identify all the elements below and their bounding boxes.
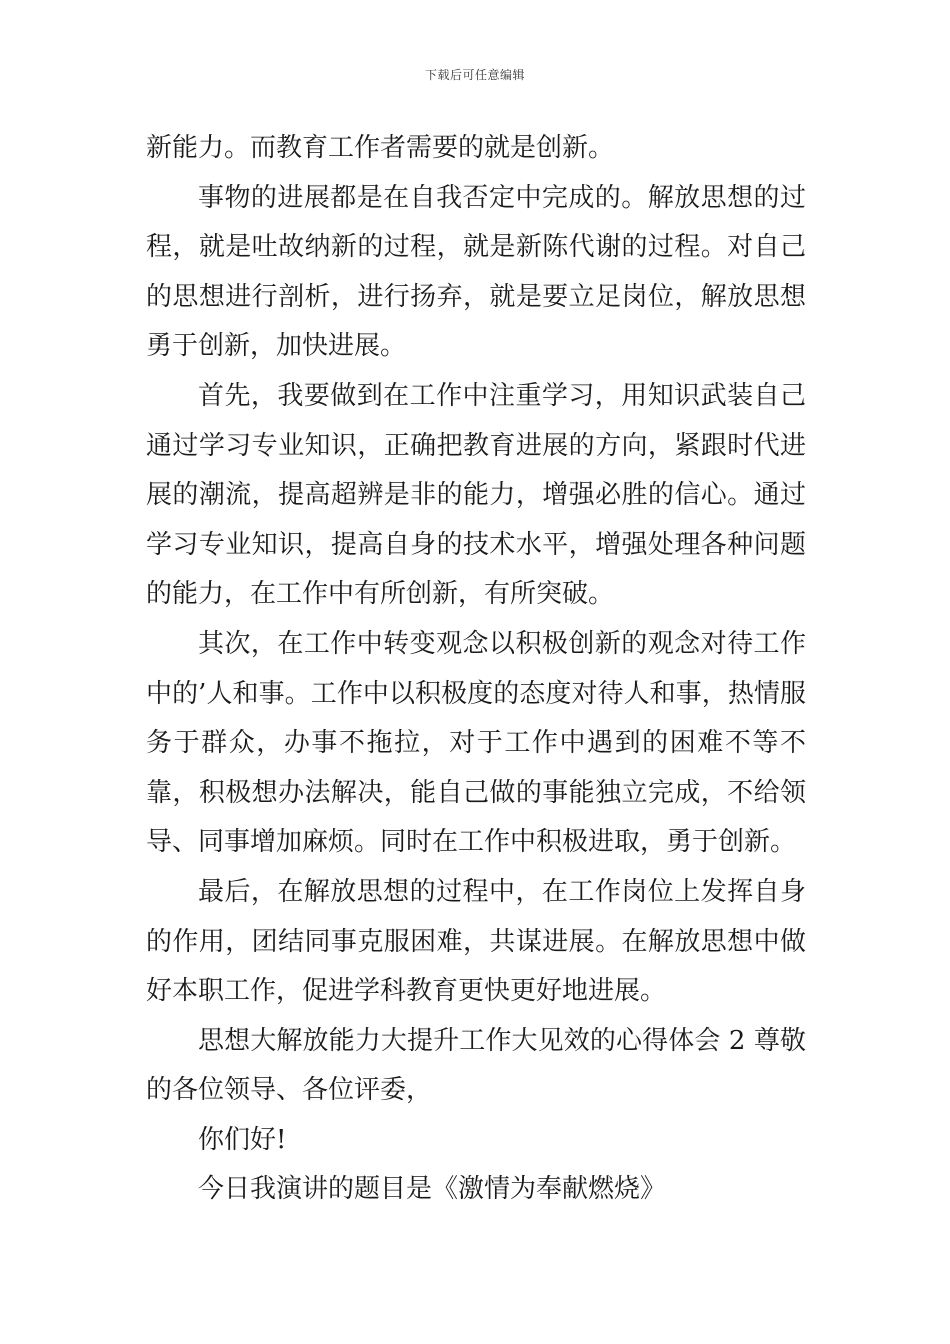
paragraph-greeting: 你们好! xyxy=(198,1124,287,1155)
paragraph-development: 事物的进展都是在自我否定中完成的。解放思想的过程，就是吐故纳新的过程，就是新陈代谢的过程。对自己的思想进行剖析，进行扬弃，就是要立足岗位，解放思想勇于创新，加快进展。 xyxy=(146,182,806,362)
paragraph-speech-title: 思想大解放能力大提升工作大见效的心得体会 2 尊敬的各位领导、各位评委， xyxy=(146,1025,806,1106)
paragraph-continuation: 新能力。而教育工作者需要的就是创新。 xyxy=(146,133,615,163)
page-header: 下载后可任意编辑 xyxy=(424,68,525,82)
paragraph-finally: 最后，在解放思想的过程中，在工作岗位上发挥自身的作用，团结同事克服困难，共谋进展。在解放思想中做好本职工作，促进学科教育更快更好地进展。 xyxy=(146,876,806,1007)
document-body xyxy=(146,124,806,1215)
paragraph-topic: 今日我演讲的题目是《激情为奉献燃烧》 xyxy=(198,1174,667,1205)
paragraph-first: 首先，我要做到在工作中注重学习，用知识武装自己通过学习专业知识，正确把教育进展的方向，紧跟时代进展的潮流，提高超辨是非的能力，增强必胜的信心。通过学习专业知识，提高自身的技术水平，增强处理各种问题的能力，在工作中有所创新，有所突破。 xyxy=(146,380,806,610)
paragraph-second: 其次，在工作中转变观念以积极创新的观念对待工作中的’人和事。工作中以积极度的态度对待人和事，热情服务于群众，办事不拖拉，对于工作中遇到的困难不等不靠，积极想办法解决，能自己做的事能独立完成，不给领导、同事增加麻烦。同时在工作中积极进取，勇于创新。 xyxy=(146,628,806,858)
